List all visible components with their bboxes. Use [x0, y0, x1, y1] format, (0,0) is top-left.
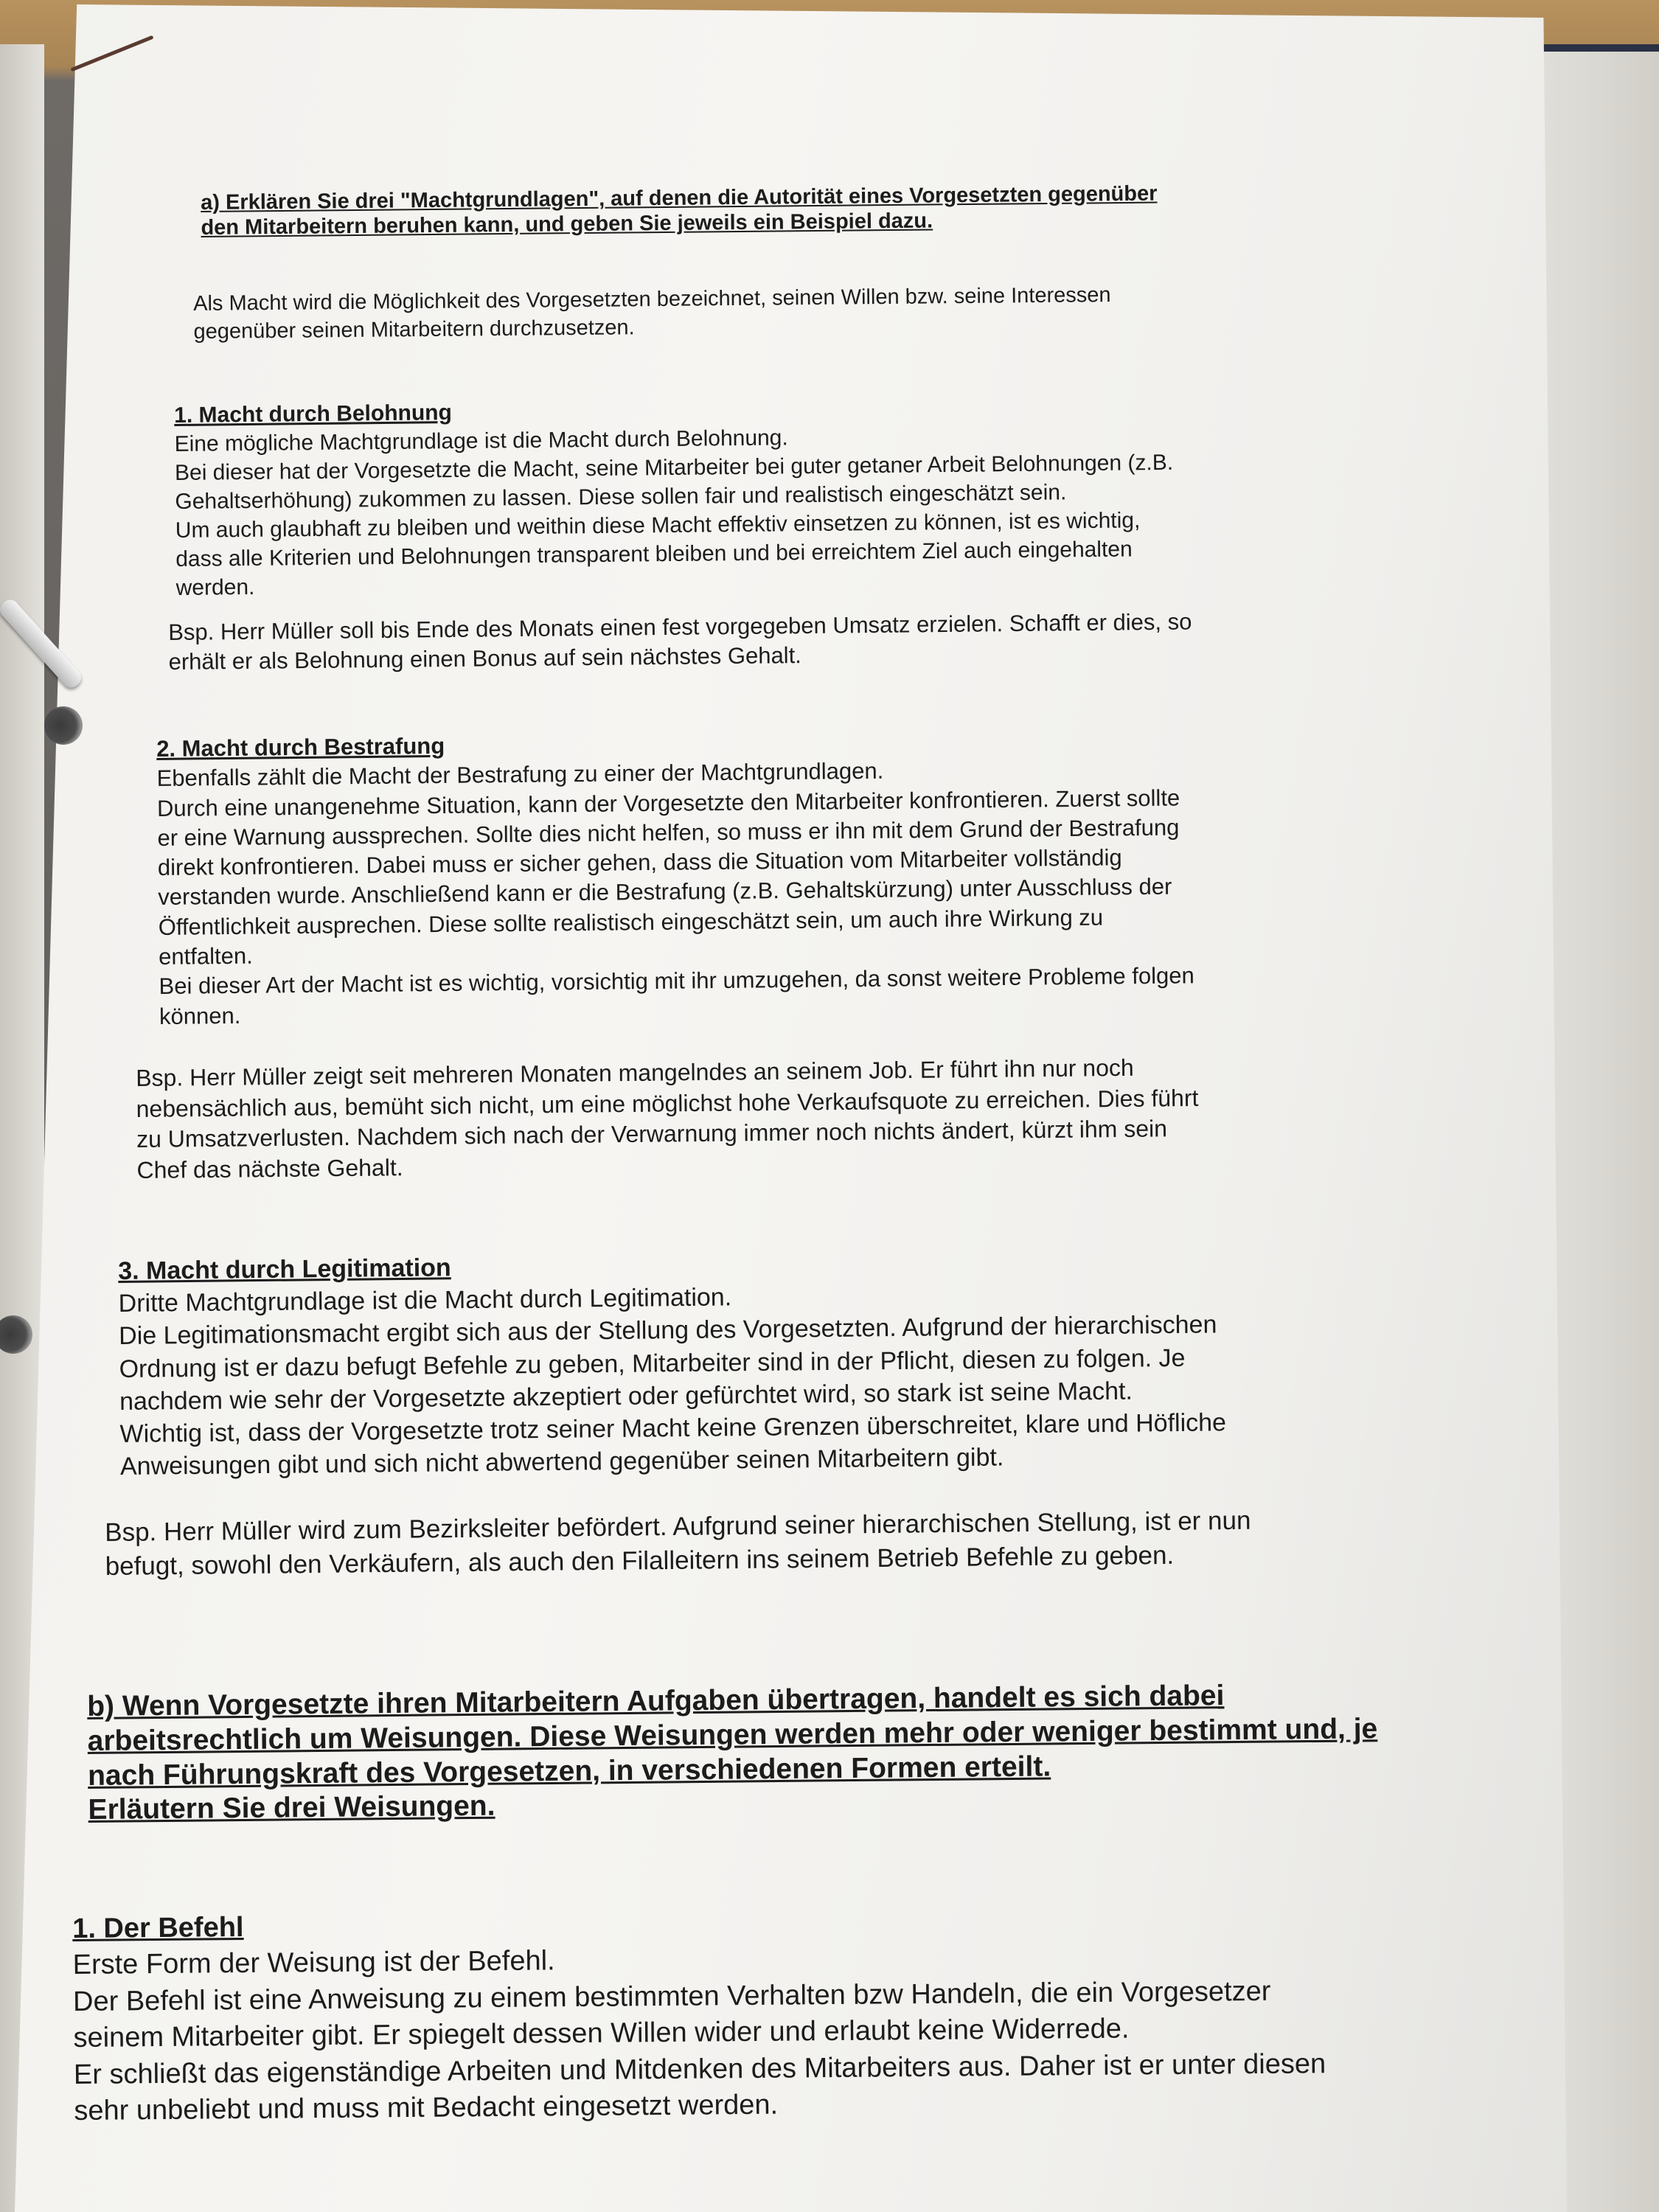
- section-2-line: direkt konfrontieren. Dabei muss er sicher gehen, dass die Situation vom Mitarbeiter vollständig: [157, 844, 1122, 881]
- section-2-line: Durch eine unangenehme Situation, kann der Vorgesetzte den Mitarbeiter konfrontieren. Zuerst sollte: [156, 785, 1180, 821]
- section-1: [174, 389, 1385, 602]
- example-line: erhält er als Belohnung einen Bonus auf sein nächstes Gehalt.: [168, 642, 802, 675]
- section-3-line: Dritte Machtgrundlage ist die Macht durch Legitimation.: [118, 1283, 732, 1318]
- section-1-line: werden.: [175, 574, 255, 600]
- example-line: Bsp. Herr Müller zeigt seit mehreren Monaten mangelndes an seinem Job. Er führt ihn nur noch: [136, 1054, 1134, 1091]
- section-3-line: nachdem wie sehr der Vorgesetzte akzeptiert oder gefürchtet wird, so stark ist seine Macht.: [119, 1377, 1133, 1416]
- task-a-line: den Mitarbeitern beruhen kann, und geben Sie jeweils ein Beispiel dazu.: [201, 209, 933, 240]
- intro-line: Als Macht wird die Möglichkeit des Vorgesetzten bezeichnet, seinen Willen bzw. seine Interessen: [193, 283, 1111, 316]
- task-b-line: nach Führungskraft des Vorgesetzen, in verschiedenen Formen erteilt.: [87, 1750, 1051, 1792]
- section-1-line: Bei dieser hat der Vorgesetzte die Macht, seine Mitarbeiter bei guter getaner Arbeit Belohnungen (z.B.: [174, 450, 1174, 485]
- example-line: Bsp. Herr Müller wird zum Bezirksleiter befördert. Aufgrund seiner hierarchischen Stellung, ist er nun: [105, 1506, 1251, 1547]
- section-3-line: Ordnung ist er dazu befugt Befehle zu geben, Mitarbeiter sind in der Pflicht, diesen zu folgen. Je: [119, 1343, 1186, 1383]
- section-2-line: Ebenfalls zählt die Macht der Bestrafung zu einer der Machtgrundlagen.: [156, 757, 884, 792]
- b-section-1-line: seinem Mitarbeiter gibt. Er spiegelt dessen Willen wider und erlaubt keine Widerrede.: [73, 2013, 1130, 2054]
- example-line: nebensächlich aus, bemüht sich nicht, um eine möglichst hohe Verkaufsquote zu erreichen. Dies führt: [136, 1084, 1199, 1122]
- task-a-line: a) Erklären Sie drei "Machtgrundlagen", auf denen die Autorität eines Vorgesetzten gegenüber: [201, 181, 1158, 215]
- section-2-line: verstanden wurde. Anschließend kann er die Bestrafung (z.B. Gehaltskürzung) unter Ausschluss der: [158, 874, 1172, 911]
- section-1-line: dass alle Kriterien und Belohnungen transparent bleiben und bei erreichtem Ziel auch eingehalten: [175, 537, 1133, 571]
- section-1-example: [168, 605, 1378, 678]
- section-2-line: er eine Warnung aussprechen. Sollte dies nicht helfen, so muss er ihn mit dem Grund der Bestrafung: [157, 814, 1180, 851]
- example-line: Chef das nächste Gehalt.: [136, 1153, 403, 1183]
- section-3-line: Wichtig ist, dass der Vorgesetzte trotz seiner Macht keine Grenzen überschreitet, klare und Höfliche: [119, 1408, 1227, 1448]
- section-2-example: [136, 1050, 1420, 1186]
- task-a-heading: [201, 179, 1381, 241]
- intro-line: gegenüber seinen Mitarbeitern durchzusetzen.: [193, 315, 635, 344]
- example-line: befugt, sowohl den Verkäufern, als auch den Filalleitern ins seinem Betrieb Befehle zu geben.: [105, 1540, 1175, 1581]
- section-2-line: Bei dieser Art der Macht ist es wichtig, vorsichtig mit ihr umzugehen, da sonst weitere Probleme folgen: [159, 962, 1194, 1000]
- task-b-line: arbeitsrechtlich um Weisungen. Diese Weisungen werden mehr oder weniger bestimmt und, je: [87, 1712, 1378, 1757]
- task-b-line: b) Wenn Vorgesetzte ihren Mitarbeitern Aufgaben übertragen, handelt es sich dabei: [87, 1680, 1225, 1722]
- task-b-line: Erläutern Sie drei Weisungen.: [88, 1790, 495, 1826]
- b-section-1-line: sehr unbeliebt und muss mit Bedacht eingesetzt werden.: [74, 2089, 779, 2126]
- section-2-line: können.: [159, 1002, 241, 1029]
- section-2-line: Öffentlichkeit ausprechen. Diese sollte realistisch eingeschätzt sein, um auch ihre Wirkung zu: [158, 904, 1104, 940]
- example-line: zu Umsatzverlusten. Nachdem sich nach der Verwarnung immer noch nichts ändert, kürzt ihm sein: [136, 1115, 1168, 1153]
- section-3-line: Die Legitimationsmacht ergibt sich aus der Stellung des Vorgesetzten. Aufgrund der hierarchischen: [118, 1310, 1217, 1351]
- section-3: [118, 1241, 1440, 1483]
- b-section-1-line: Erste Form der Weisung ist der Befehl.: [72, 1945, 555, 1981]
- b-section-1-line: Der Befehl ist eine Anweisung zu einem bestimmten Verhalten bzw Handeln, die ein Vorgesetzer: [72, 1975, 1271, 2017]
- task-b-heading: [87, 1677, 1475, 1828]
- section-2-heading: 2. Macht durch Bestrafung: [156, 732, 445, 762]
- section-2-line: entfalten.: [158, 942, 253, 970]
- section-3-heading: 3. Macht durch Legitimation: [118, 1253, 451, 1285]
- example-line: Bsp. Herr Müller soll bis Ende des Monats einen fest vorgegeben Umsatz erzielen. Schafft er dies, so: [168, 608, 1192, 645]
- section-2: [156, 721, 1420, 1032]
- section-1-heading: 1. Macht durch Belohnung: [174, 400, 453, 428]
- section-3-example: [105, 1502, 1447, 1583]
- b-section-1-heading: 1. Der Befehl: [72, 1911, 244, 1944]
- section-1-line: Gehaltserhöhung) zukommen zu lassen. Diese sollen fair und realistisch eingeschätzt sein.: [175, 480, 1067, 514]
- section-3-line: Anweisungen gibt und sich nicht abwertend gegenüber seinen Mitarbeitern gibt.: [119, 1443, 1004, 1481]
- b-section-1: [72, 1899, 1475, 2129]
- section-1-line: Eine mögliche Machtgrundlage ist die Macht durch Belohnung.: [174, 425, 788, 456]
- b-section-1-line: Er schließt das eigenständige Arbeiten und Mitdenken des Mitarbeiters aus. Daher ist er unter diesen: [73, 2048, 1326, 2090]
- intro-paragraph: [193, 279, 1344, 346]
- section-1-line: Um auch glaubhaft zu bleiben und weithin diese Macht effektiv einsetzen zu können, ist es wichtig,: [175, 508, 1141, 543]
